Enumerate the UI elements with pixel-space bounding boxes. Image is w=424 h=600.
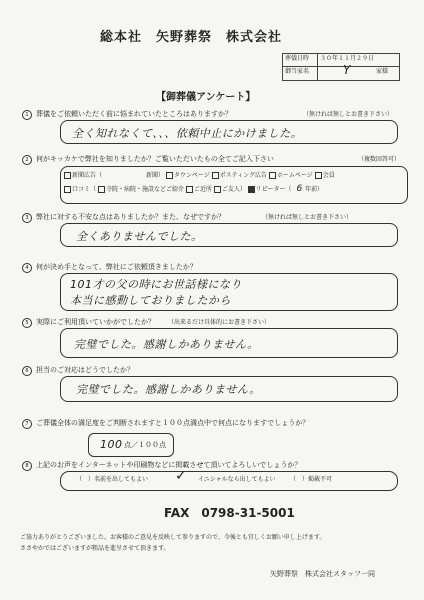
survey-title: 【御葬儀アンケート】 (156, 92, 256, 103)
checkbox-repeater[interactable] (248, 186, 255, 193)
fax-number: FAX 0798-31-5001 (164, 506, 295, 520)
q2-options-row1: 新聞広告（ 新聞） タウンページ ポスティング広告 ホームページ 会員 (64, 172, 335, 180)
q1-note: （無ければ無しとお書き下さい） (303, 111, 394, 118)
q3-text: 弊社に対する不安な点はありましたか？また、なぜですか？ (36, 213, 225, 221)
q5-number: 5 (22, 318, 32, 328)
company-title: 総本社 矢野葬祭 株式会社 (100, 30, 283, 45)
q7-number: 7 (22, 419, 32, 429)
date-value: ３０年１１月２９日 (320, 55, 375, 62)
q2-options-row2: 口コミ（ 寺院・病院・施設などご紹介 ご近所 ご友人） リピーター（ 6 年前） (64, 185, 323, 194)
footer-signature: 矢野葬祭 株式会社スタッフ一同 (270, 570, 375, 578)
q5-text: 実際にご利用頂いていかがでしたか？ (36, 318, 155, 326)
checkbox-townpage[interactable] (166, 172, 173, 179)
checkbox-friend[interactable] (214, 186, 221, 193)
family-suffix: 家様 (376, 68, 389, 75)
checkbox-kuchikomi[interactable] (64, 186, 71, 193)
q1-answer: 全く知れなくて、、、依頼中止にかけました。 (72, 127, 303, 140)
q8-choice-none[interactable]: （ ）掲載不可 (290, 476, 333, 483)
q2-note: （複数回答可） (358, 156, 401, 163)
q5-note: （出来るだけ具体的にお書き下さい） (168, 319, 271, 326)
q1-number: 1 (22, 110, 32, 120)
q8-choice-initial-check-icon: ✓ (175, 468, 187, 484)
q1-text: 葬儀をご依頼いただく前に悩まれていたところはありますか？ (36, 110, 232, 118)
q7-score-value: 100 (100, 438, 123, 451)
q6-answer: 完璧でした。感謝しかありません。 (76, 383, 261, 396)
q8-number: 8 (22, 461, 32, 471)
family-value: Y (343, 63, 351, 77)
q7-score-suffix: 点／１００点 (124, 441, 166, 449)
q4-text: 何が決め手となって、弊社にご依頼頂きましたか？ (36, 263, 197, 271)
q6-number: 6 (22, 366, 32, 376)
q4-answer-line2: 本当に感動しておりましたから (70, 294, 231, 307)
checkbox-newspaper[interactable] (64, 172, 71, 179)
checkbox-member[interactable] (315, 172, 322, 179)
q2-text: 何がキッカケで弊社を知りましたか？ご覧いただいたもの全てご記入下さい (36, 155, 274, 163)
footer-thanks-line1: ご協力ありがとうございました。お客様のご意見を反映して参りますので、今後とも宜しくお願い申し上げます。 (20, 534, 326, 541)
checkbox-posting[interactable] (212, 172, 219, 179)
q2-number: 2 (22, 155, 32, 165)
q8-choice-initial[interactable]: イニシャルなら出してもよい (198, 476, 276, 483)
q5-answer: 完璧でした。感謝しかありません。 (74, 338, 259, 351)
q7-text: ご葬儀全体の満足度をご判断されますと１００点満点中で何点になりますでしょうか？ (36, 419, 310, 427)
footer-thanks-line2: ささやかではございますが粗品を進呈させて頂きます。 (20, 545, 170, 552)
date-label: 葬儀日時 (285, 55, 310, 62)
repeater-years-value: 6 (296, 184, 303, 194)
q3-number: 3 (22, 213, 32, 223)
q6-text: 担当のご対応はどうでしたか？ (36, 366, 134, 374)
q8-choice-name[interactable]: （ ）名前を出してもよい (76, 476, 149, 483)
q3-note: （無ければ無しとお書き下さい） (262, 214, 353, 221)
checkbox-homepage[interactable] (269, 172, 276, 179)
checkbox-neighbor[interactable] (186, 186, 193, 193)
q4-number: 4 (22, 263, 32, 273)
q4-answer-line1: 101才の父の時にお世話様になり (70, 278, 242, 291)
q3-answer: 全くありませんでした。 (76, 230, 203, 243)
checkbox-temple[interactable] (98, 186, 105, 193)
q8-text: 上記のお声をインターネットや印刷物などに掲載させて頂いてよろしいでしょうか？ (36, 461, 302, 469)
family-label: 御当家名 (285, 68, 310, 75)
